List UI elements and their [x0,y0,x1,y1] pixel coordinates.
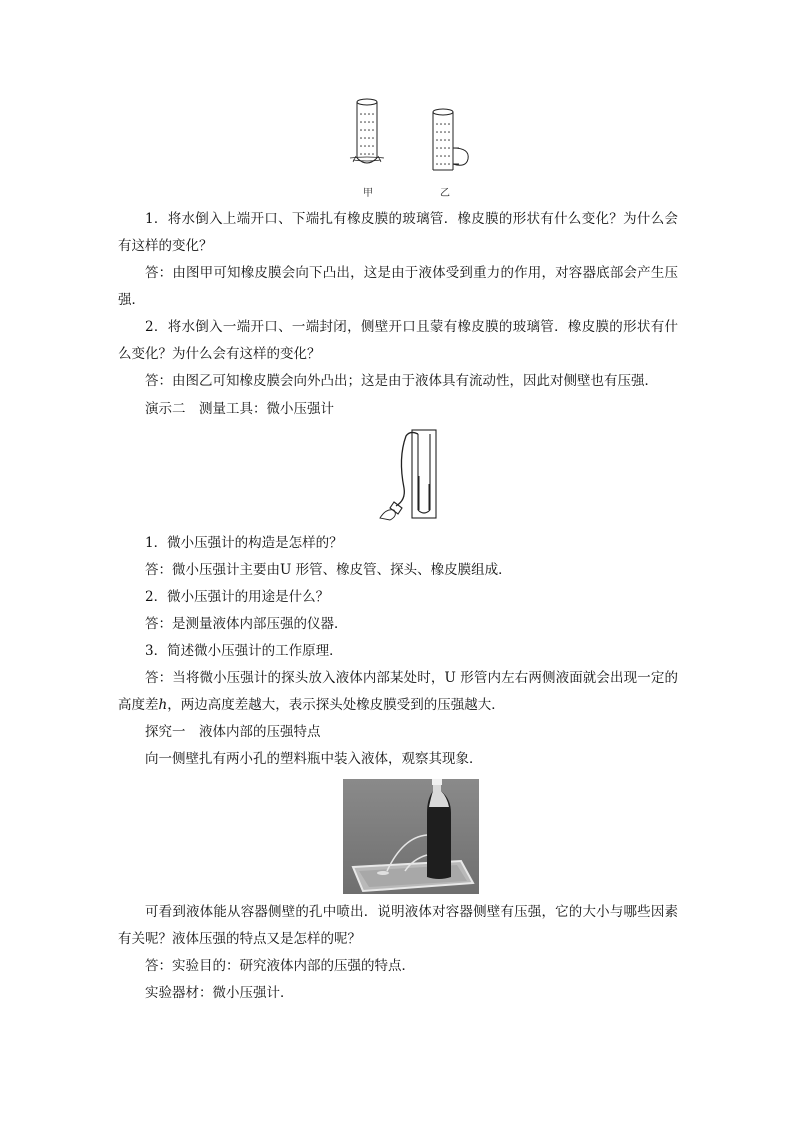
question-2: 2．将水倒入一端开口、一端封闭，侧壁开口且蒙有橡皮膜的玻璃管．橡皮膜的形状有什么变化？为什么会有这样的变化？ [118,319,678,362]
question-4: 2．微小压强计的用途是什么？ [145,589,330,605]
pressure-gauge-figure [372,428,444,524]
gauge-board [412,430,436,518]
bottle-photo-drawing [343,779,479,894]
experiment-aim: 答：实验目的：研究液体内部的压强的特点． [145,958,415,974]
explore-1-heading: 探究一 液体内部的压强特点 [145,724,321,740]
figure-label-jia: 甲 [363,188,373,199]
answer-5 [118,665,678,719]
answer-4: 答：是测量液体内部压强的仪器． [145,616,348,632]
observation-paragraph: 可看到液体能从容器侧壁的孔中喷出．说明液体对容器侧壁有压强，它的大小与哪些因素有关呢？液体压强的特点又是怎样的呢？ [118,904,678,947]
tube-yi-illustration [433,109,468,170]
water-dots-yi [436,123,450,165]
demo-2-heading: 演示二 测量工具：微小压强计 [145,401,334,417]
answer-3: 答：微小压强计主要由U 形管、橡皮管、探头、橡皮膜组成． [145,562,512,578]
height-variable-h: h [158,697,168,713]
figure-label-yi: 乙 [440,188,450,199]
tube-jia-illustration [350,99,384,163]
question-5: 3．简述微小压强计的工作原理． [145,643,343,659]
experiment-equipment: 实验器材：微小压强计． [145,985,294,1001]
water-dots-jia [360,113,374,155]
answer-5-part-2: ，两边高度差越大，表示探头处橡皮膜受到的压强越大． [167,697,505,713]
question-1: 1．将水倒入上端开口、下端扎有橡皮膜的玻璃管．橡皮膜的形状有什么变化？为什么会有这样的变化？ [118,211,678,254]
glass-tube-figure [340,96,480,186]
bottle-experiment-photo [343,779,479,894]
answer-2: 答：由图乙可知橡皮膜会向外凸出；这是由于液体具有流动性，因此对侧壁也有压强． [145,373,658,389]
experiment-intro: 向一侧壁扎有两小孔的塑料瓶中装入液体，观察其现象． [145,751,483,767]
answer-1: 答：由图甲可知橡皮膜会向下凸出，这是由于液体受到重力的作用，对容器底部会产生压强． [118,265,678,308]
answer-5-part-1: 答：当将微小压强计的探头放入液体内部某处时，U 形管内左右两侧液面就会出现一定的高度差 [118,670,678,713]
question-3: 1．微小压强计的构造是怎样的？ [145,535,343,551]
